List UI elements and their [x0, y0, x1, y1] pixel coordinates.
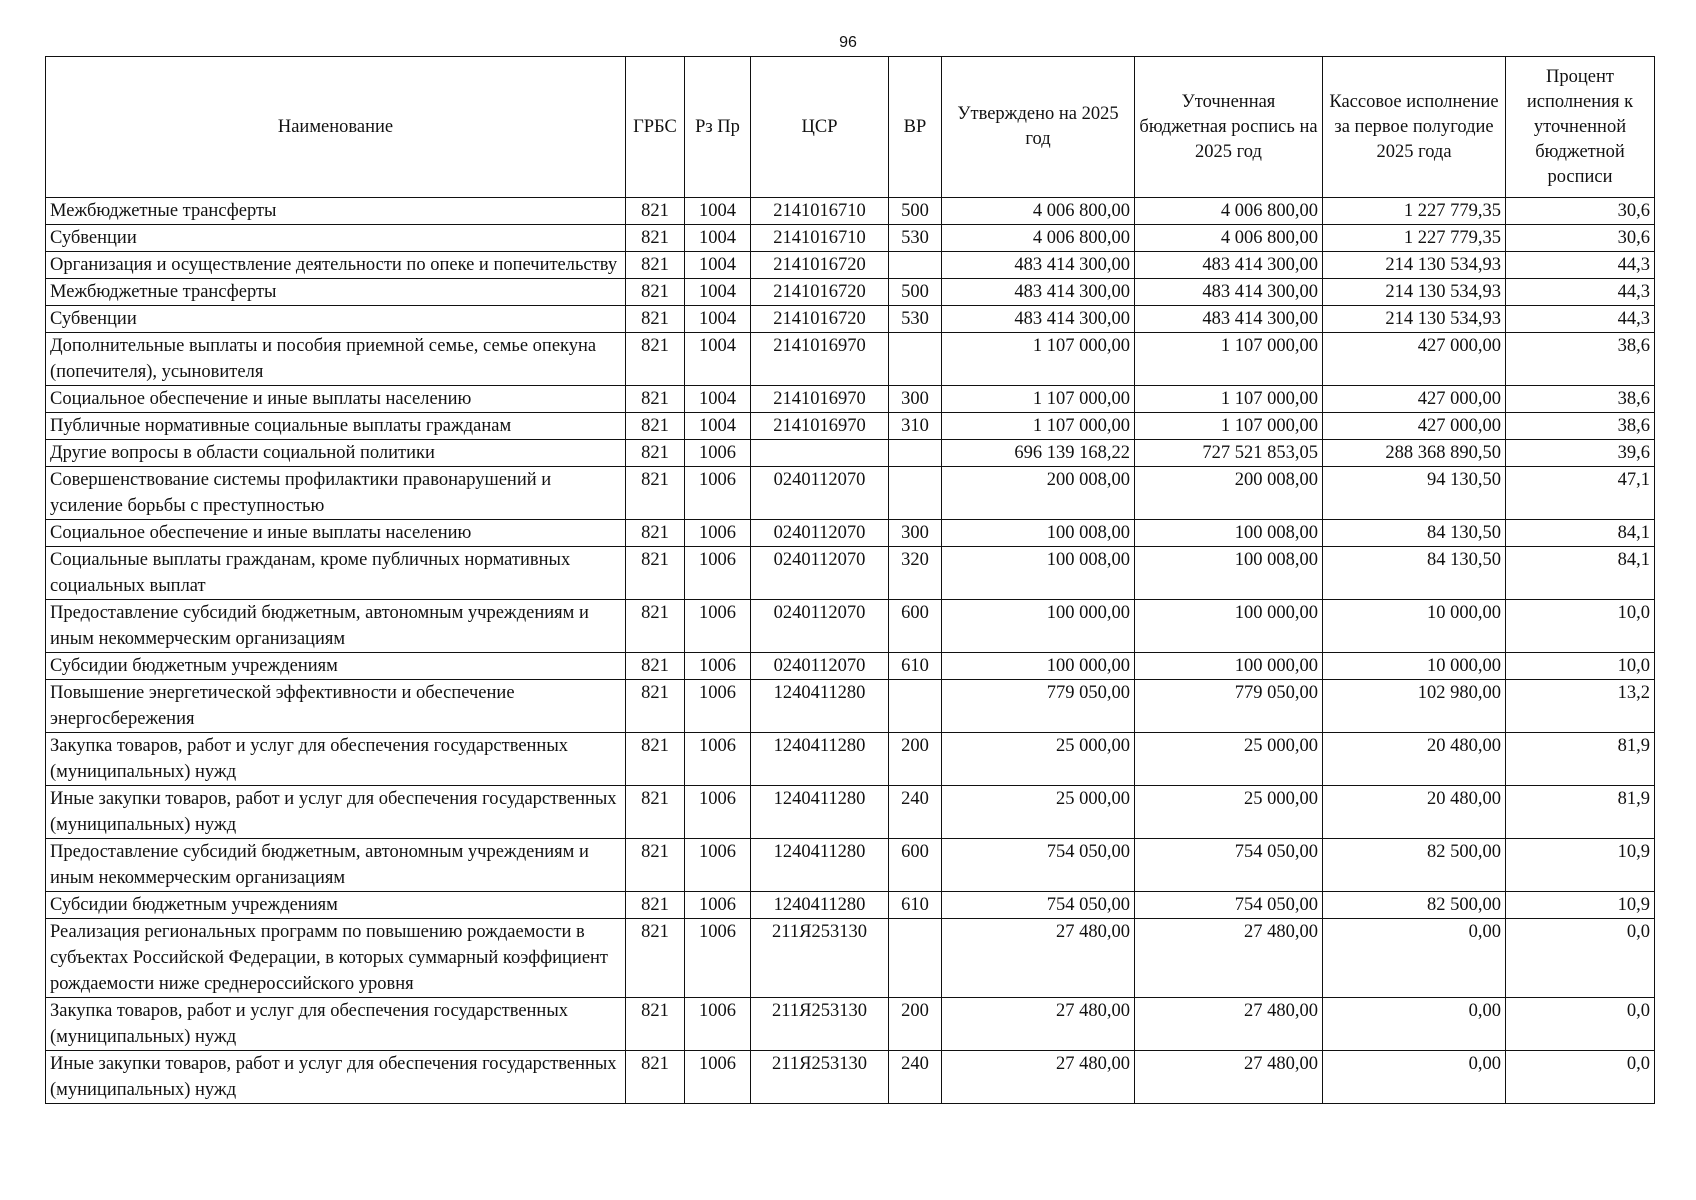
cell-grbs: 821 [626, 653, 685, 680]
cell-executed: 84 130,50 [1323, 547, 1506, 600]
cell-grbs: 821 [626, 252, 685, 279]
table-row [46, 839, 1655, 892]
cell-csr: 211Я253130 [751, 998, 889, 1051]
cell-csr: 1240411280 [751, 680, 889, 733]
page-number: 96 [839, 34, 857, 51]
cell-vr [889, 440, 942, 467]
header-rzpr: Рз Пр [685, 57, 751, 198]
cell-rzpr: 1006 [685, 998, 751, 1051]
cell-rzpr: 1006 [685, 600, 751, 653]
cell-csr: 0240112070 [751, 547, 889, 600]
cell-percent: 10,9 [1506, 839, 1655, 892]
cell-executed: 10 000,00 [1323, 600, 1506, 653]
cell-approved: 4 006 800,00 [942, 225, 1135, 252]
cell-csr: 1240411280 [751, 892, 889, 919]
cell-csr: 0240112070 [751, 600, 889, 653]
cell-percent: 47,1 [1506, 467, 1655, 520]
cell-refined: 754 050,00 [1135, 892, 1323, 919]
cell-name: Субсидии бюджетным учреждениям [46, 892, 626, 919]
table-row [46, 225, 1655, 252]
cell-refined: 4 006 800,00 [1135, 198, 1323, 225]
cell-vr: 320 [889, 547, 942, 600]
table-row [46, 1051, 1655, 1104]
cell-approved: 100 008,00 [942, 520, 1135, 547]
table-row [46, 198, 1655, 225]
cell-approved: 1 107 000,00 [942, 413, 1135, 440]
cell-refined: 25 000,00 [1135, 733, 1323, 786]
cell-approved: 100 008,00 [942, 547, 1135, 600]
cell-vr: 200 [889, 998, 942, 1051]
cell-name: Социальное обеспечение и иные выплаты населению [46, 520, 626, 547]
cell-executed: 288 368 890,50 [1323, 440, 1506, 467]
table-row [46, 520, 1655, 547]
cell-refined: 100 008,00 [1135, 520, 1323, 547]
cell-csr: 1240411280 [751, 839, 889, 892]
cell-percent: 38,6 [1506, 386, 1655, 413]
table-row [46, 919, 1655, 998]
cell-refined: 1 107 000,00 [1135, 413, 1323, 440]
cell-grbs: 821 [626, 306, 685, 333]
cell-refined: 4 006 800,00 [1135, 225, 1323, 252]
cell-refined: 200 008,00 [1135, 467, 1323, 520]
table-row [46, 440, 1655, 467]
cell-percent: 44,3 [1506, 279, 1655, 306]
cell-name: Социальное обеспечение и иные выплаты населению [46, 386, 626, 413]
cell-grbs: 821 [626, 733, 685, 786]
cell-approved: 779 050,00 [942, 680, 1135, 733]
cell-vr: 500 [889, 279, 942, 306]
cell-refined: 483 414 300,00 [1135, 279, 1323, 306]
cell-grbs: 821 [626, 839, 685, 892]
cell-name: Публичные нормативные социальные выплаты гражданам [46, 413, 626, 440]
cell-vr: 200 [889, 733, 942, 786]
cell-grbs: 821 [626, 279, 685, 306]
cell-vr: 500 [889, 198, 942, 225]
cell-name: Совершенствование системы профилактики правонарушений и усиление борьбы с преступностью [46, 467, 626, 520]
cell-name: Межбюджетные трансферты [46, 198, 626, 225]
cell-percent: 30,6 [1506, 225, 1655, 252]
cell-executed: 20 480,00 [1323, 786, 1506, 839]
cell-rzpr: 1004 [685, 198, 751, 225]
header-percent: Процент исполнения к уточненной бюджетной росписи [1506, 57, 1655, 198]
cell-executed: 427 000,00 [1323, 413, 1506, 440]
cell-refined: 27 480,00 [1135, 919, 1323, 998]
cell-grbs: 821 [626, 547, 685, 600]
cell-rzpr: 1006 [685, 892, 751, 919]
table-row [46, 547, 1655, 600]
cell-executed: 84 130,50 [1323, 520, 1506, 547]
table-row [46, 786, 1655, 839]
header-executed: Кассовое исполнение за первое полугодие 2025 года [1323, 57, 1506, 198]
cell-vr: 610 [889, 892, 942, 919]
table-row [46, 252, 1655, 279]
cell-rzpr: 1006 [685, 520, 751, 547]
cell-vr: 530 [889, 306, 942, 333]
cell-executed: 10 000,00 [1323, 653, 1506, 680]
cell-name: Другие вопросы в области социальной политики [46, 440, 626, 467]
cell-executed: 20 480,00 [1323, 733, 1506, 786]
cell-executed: 1 227 779,35 [1323, 225, 1506, 252]
cell-executed: 102 980,00 [1323, 680, 1506, 733]
cell-refined: 100 008,00 [1135, 547, 1323, 600]
cell-refined: 779 050,00 [1135, 680, 1323, 733]
cell-refined: 483 414 300,00 [1135, 306, 1323, 333]
cell-executed: 214 130 534,93 [1323, 252, 1506, 279]
table-row [46, 600, 1655, 653]
cell-approved: 100 000,00 [942, 600, 1135, 653]
cell-approved: 25 000,00 [942, 733, 1135, 786]
cell-vr: 530 [889, 225, 942, 252]
header-row [46, 57, 1655, 198]
cell-rzpr: 1004 [685, 333, 751, 386]
cell-grbs: 821 [626, 786, 685, 839]
cell-rzpr: 1006 [685, 919, 751, 998]
cell-csr: 0240112070 [751, 467, 889, 520]
header-grbs: ГРБС [626, 57, 685, 198]
cell-grbs: 821 [626, 413, 685, 440]
cell-csr: 2141016710 [751, 225, 889, 252]
table-row [46, 333, 1655, 386]
cell-name: Субвенции [46, 225, 626, 252]
cell-percent: 38,6 [1506, 413, 1655, 440]
cell-approved: 483 414 300,00 [942, 279, 1135, 306]
cell-name: Закупка товаров, работ и услуг для обеспечения государственных (муниципальных) нужд [46, 733, 626, 786]
cell-percent: 0,0 [1506, 919, 1655, 998]
cell-percent: 44,3 [1506, 252, 1655, 279]
cell-rzpr: 1004 [685, 306, 751, 333]
cell-refined: 754 050,00 [1135, 839, 1323, 892]
cell-csr: 1240411280 [751, 733, 889, 786]
cell-executed: 0,00 [1323, 998, 1506, 1051]
cell-executed: 82 500,00 [1323, 892, 1506, 919]
cell-approved: 1 107 000,00 [942, 333, 1135, 386]
cell-percent: 44,3 [1506, 306, 1655, 333]
cell-refined: 1 107 000,00 [1135, 333, 1323, 386]
cell-name: Предоставление субсидий бюджетным, автономным учреждениям и иным некоммерческим организациям [46, 839, 626, 892]
cell-csr: 211Я253130 [751, 1051, 889, 1104]
cell-executed: 214 130 534,93 [1323, 306, 1506, 333]
cell-name: Повышение энергетической эффективности и обеспечение энергосбережения [46, 680, 626, 733]
cell-approved: 4 006 800,00 [942, 198, 1135, 225]
cell-executed: 1 227 779,35 [1323, 198, 1506, 225]
table-row [46, 733, 1655, 786]
cell-name: Социальные выплаты гражданам, кроме публичных нормативных социальных выплат [46, 547, 626, 600]
cell-csr: 0240112070 [751, 520, 889, 547]
cell-grbs: 821 [626, 1051, 685, 1104]
cell-grbs: 821 [626, 225, 685, 252]
cell-rzpr: 1006 [685, 547, 751, 600]
cell-refined: 27 480,00 [1135, 998, 1323, 1051]
table-row [46, 467, 1655, 520]
cell-rzpr: 1006 [685, 680, 751, 733]
cell-approved: 754 050,00 [942, 892, 1135, 919]
cell-vr: 600 [889, 600, 942, 653]
header-csr: ЦСР [751, 57, 889, 198]
cell-refined: 727 521 853,05 [1135, 440, 1323, 467]
cell-approved: 100 000,00 [942, 653, 1135, 680]
cell-executed: 82 500,00 [1323, 839, 1506, 892]
cell-name: Субвенции [46, 306, 626, 333]
cell-csr: 2141016720 [751, 306, 889, 333]
cell-percent: 84,1 [1506, 520, 1655, 547]
cell-vr [889, 680, 942, 733]
cell-approved: 27 480,00 [942, 998, 1135, 1051]
cell-name: Реализация региональных программ по повышению рождаемости в субъектах Российской Федерации, в которых суммарный коэффициент рождаемости ниже среднероссийского уровня [46, 919, 626, 998]
cell-executed: 94 130,50 [1323, 467, 1506, 520]
cell-rzpr: 1006 [685, 653, 751, 680]
cell-vr [889, 252, 942, 279]
cell-percent: 13,2 [1506, 680, 1655, 733]
cell-executed: 214 130 534,93 [1323, 279, 1506, 306]
cell-csr: 2141016970 [751, 413, 889, 440]
table-row [46, 998, 1655, 1051]
header-refined: Уточненная бюджетная роспись на 2025 год [1135, 57, 1323, 198]
cell-rzpr: 1006 [685, 1051, 751, 1104]
cell-percent: 30,6 [1506, 198, 1655, 225]
cell-csr: 211Я253130 [751, 919, 889, 998]
cell-vr: 300 [889, 386, 942, 413]
table-row [46, 306, 1655, 333]
cell-grbs: 821 [626, 892, 685, 919]
cell-approved: 25 000,00 [942, 786, 1135, 839]
table-row [46, 386, 1655, 413]
cell-name: Предоставление субсидий бюджетным, автономным учреждениям и иным некоммерческим организациям [46, 600, 626, 653]
cell-rzpr: 1006 [685, 786, 751, 839]
cell-executed: 427 000,00 [1323, 333, 1506, 386]
cell-refined: 25 000,00 [1135, 786, 1323, 839]
cell-percent: 81,9 [1506, 786, 1655, 839]
cell-percent: 84,1 [1506, 547, 1655, 600]
cell-grbs: 821 [626, 467, 685, 520]
cell-approved: 754 050,00 [942, 839, 1135, 892]
header-vr: ВР [889, 57, 942, 198]
cell-grbs: 821 [626, 440, 685, 467]
cell-percent: 39,6 [1506, 440, 1655, 467]
cell-name: Межбюджетные трансферты [46, 279, 626, 306]
cell-rzpr: 1004 [685, 413, 751, 440]
cell-name: Организация и осуществление деятельности по опеке и попечительству [46, 252, 626, 279]
cell-vr [889, 467, 942, 520]
cell-refined: 1 107 000,00 [1135, 386, 1323, 413]
cell-name: Иные закупки товаров, работ и услуг для обеспечения государственных (муниципальных) нужд [46, 1051, 626, 1104]
cell-percent: 10,0 [1506, 600, 1655, 653]
cell-vr: 600 [889, 839, 942, 892]
cell-csr: 0240112070 [751, 653, 889, 680]
table-row [46, 413, 1655, 440]
cell-executed: 427 000,00 [1323, 386, 1506, 413]
cell-rzpr: 1006 [685, 839, 751, 892]
cell-name: Субсидии бюджетным учреждениям [46, 653, 626, 680]
cell-grbs: 821 [626, 998, 685, 1051]
cell-approved: 483 414 300,00 [942, 306, 1135, 333]
cell-rzpr: 1004 [685, 225, 751, 252]
cell-rzpr: 1004 [685, 279, 751, 306]
table-body [46, 198, 1655, 1104]
cell-rzpr: 1004 [685, 252, 751, 279]
cell-vr: 300 [889, 520, 942, 547]
cell-csr: 2141016710 [751, 198, 889, 225]
cell-approved: 27 480,00 [942, 919, 1135, 998]
table-row [46, 279, 1655, 306]
cell-name: Иные закупки товаров, работ и услуг для обеспечения государственных (муниципальных) нужд [46, 786, 626, 839]
cell-csr: 2141016720 [751, 252, 889, 279]
cell-percent: 10,9 [1506, 892, 1655, 919]
cell-percent: 0,0 [1506, 1051, 1655, 1104]
cell-vr: 240 [889, 1051, 942, 1104]
cell-rzpr: 1006 [685, 467, 751, 520]
cell-percent: 38,6 [1506, 333, 1655, 386]
cell-csr: 1240411280 [751, 786, 889, 839]
header-name: Наименование [46, 57, 626, 198]
cell-grbs: 821 [626, 680, 685, 733]
table-row [46, 680, 1655, 733]
cell-csr: 2141016720 [751, 279, 889, 306]
cell-grbs: 821 [626, 333, 685, 386]
cell-percent: 81,9 [1506, 733, 1655, 786]
cell-refined: 100 000,00 [1135, 653, 1323, 680]
cell-rzpr: 1004 [685, 386, 751, 413]
cell-csr: 2141016970 [751, 386, 889, 413]
cell-percent: 0,0 [1506, 998, 1655, 1051]
cell-vr: 310 [889, 413, 942, 440]
cell-name: Дополнительные выплаты и пособия приемной семье, семье опекуна (попечителя), усыновителя [46, 333, 626, 386]
budget-table [45, 56, 1655, 1104]
cell-grbs: 821 [626, 600, 685, 653]
cell-vr [889, 919, 942, 998]
cell-rzpr: 1006 [685, 733, 751, 786]
cell-vr: 240 [889, 786, 942, 839]
cell-grbs: 821 [626, 919, 685, 998]
table-row [46, 892, 1655, 919]
cell-grbs: 821 [626, 386, 685, 413]
cell-approved: 200 008,00 [942, 467, 1135, 520]
cell-csr: 2141016970 [751, 333, 889, 386]
cell-rzpr: 1006 [685, 440, 751, 467]
cell-percent: 10,0 [1506, 653, 1655, 680]
cell-vr [889, 333, 942, 386]
header-approved: Утверждено на 2025 год [942, 57, 1135, 198]
cell-grbs: 821 [626, 198, 685, 225]
cell-grbs: 821 [626, 520, 685, 547]
cell-approved: 1 107 000,00 [942, 386, 1135, 413]
cell-approved: 27 480,00 [942, 1051, 1135, 1104]
cell-refined: 27 480,00 [1135, 1051, 1323, 1104]
cell-csr [751, 440, 889, 467]
cell-refined: 100 000,00 [1135, 600, 1323, 653]
cell-vr: 610 [889, 653, 942, 680]
cell-executed: 0,00 [1323, 1051, 1506, 1104]
cell-refined: 483 414 300,00 [1135, 252, 1323, 279]
cell-name: Закупка товаров, работ и услуг для обеспечения государственных (муниципальных) нужд [46, 998, 626, 1051]
table-row [46, 653, 1655, 680]
cell-executed: 0,00 [1323, 919, 1506, 998]
cell-approved: 696 139 168,22 [942, 440, 1135, 467]
cell-approved: 483 414 300,00 [942, 252, 1135, 279]
